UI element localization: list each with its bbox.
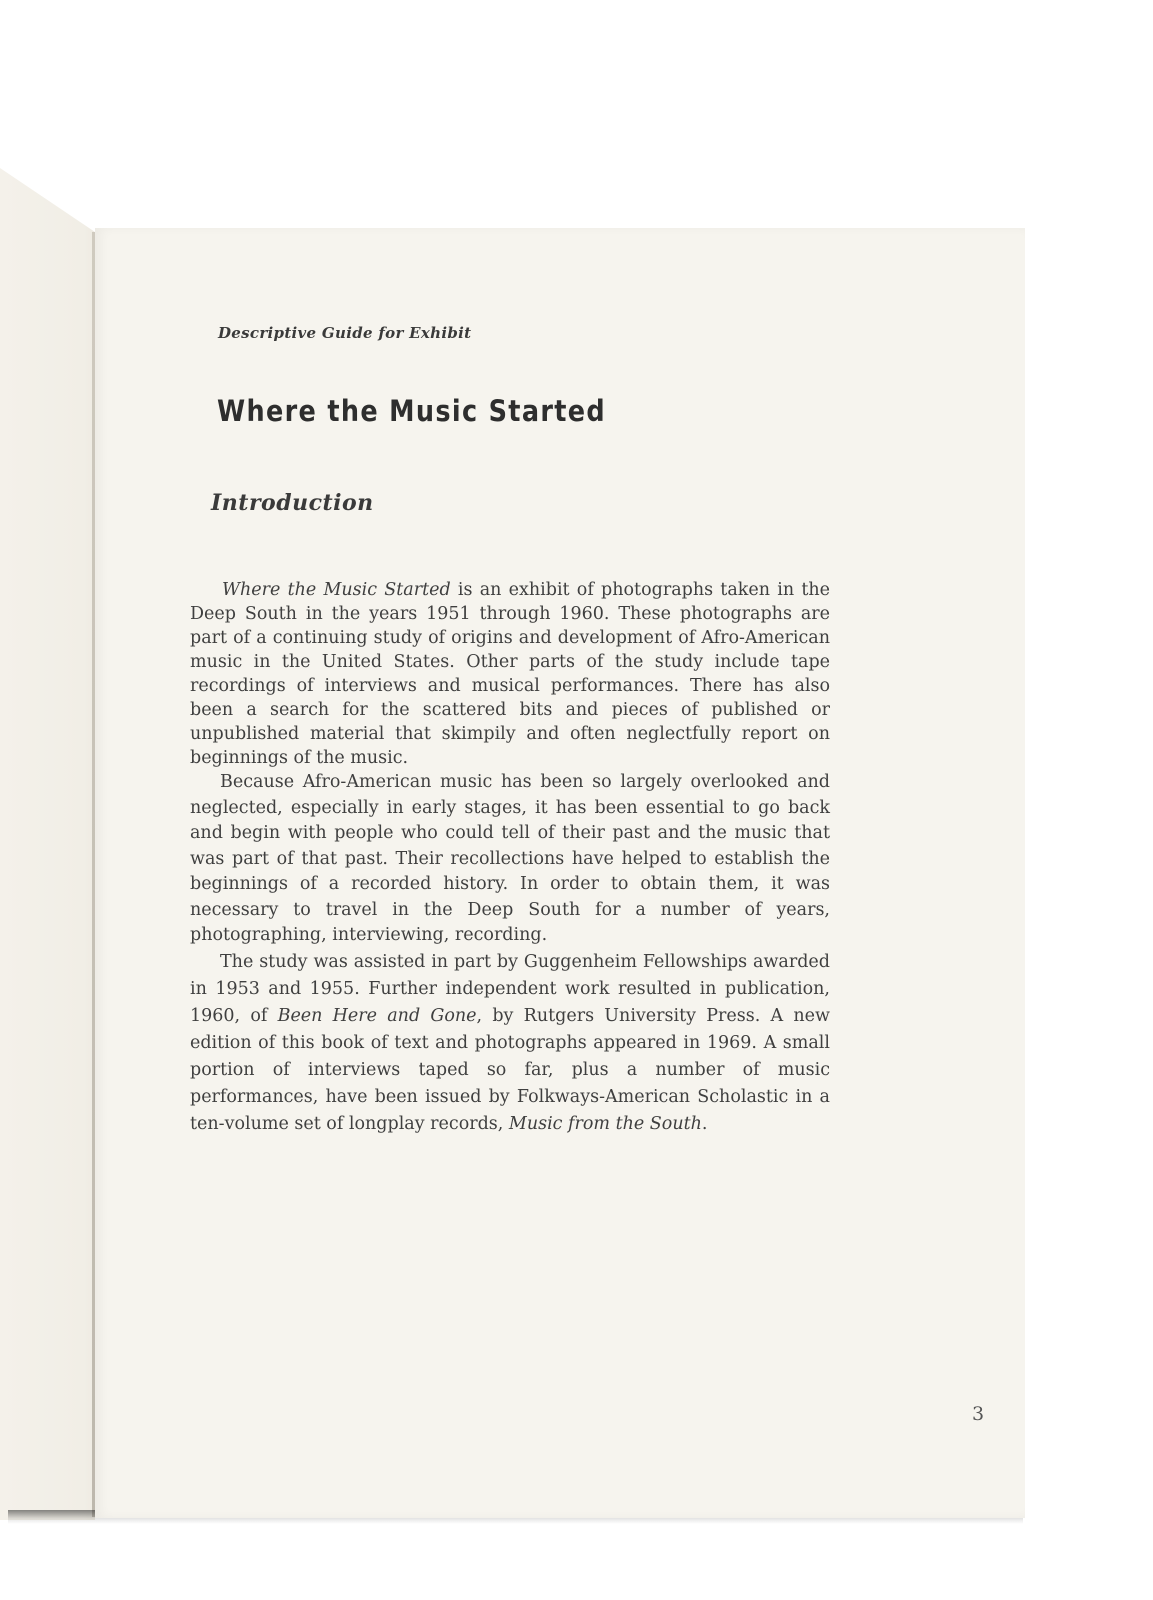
paragraph-3-text-c: . bbox=[701, 1113, 708, 1134]
running-head: Descriptive Guide for Exhibit bbox=[218, 324, 472, 342]
book-title-italic: Been Here and Gone bbox=[277, 1005, 477, 1026]
paragraph-1 bbox=[190, 578, 830, 770]
paragraph-3-text-b: , by Rutgers University Press. A new edition of this book of text and photographs appeared in 1969. A small portion of interviews taped so far, plus a number of music performances, have been issued by Folkways-American Scholastic in a ten-volume set of longplay records, bbox=[190, 1005, 830, 1134]
page-title: Where the Music Started bbox=[217, 394, 607, 428]
records-title-italic: Music from the South bbox=[508, 1113, 702, 1134]
paragraph-3 bbox=[190, 949, 830, 1138]
paragraph-3-text-a: The study was assisted in part by Guggenheim Fellowships awarded in 1953 and 1955. Further independent work resulted in publication, 1960, of bbox=[190, 951, 830, 1026]
exhibit-title-italic: Where the Music Started bbox=[222, 580, 451, 600]
body-text bbox=[190, 578, 830, 1138]
section-heading: Introduction bbox=[211, 490, 374, 516]
page-number: 3 bbox=[972, 1403, 985, 1425]
booklet-page bbox=[95, 228, 1025, 1518]
paragraph-2-text: Because Afro-American music has been so largely overlooked and neglected, especially in early stages, it has been essential to go back and begin with people who could tell of their past and the music that was part of that past. Their recollections have helped to establish the beginnings of a recorded history. In order to obtain them, it was necessary to travel in the Deep South for a number of years, photographing, interviewing, recording. bbox=[190, 772, 830, 945]
paragraph-2 bbox=[190, 770, 830, 949]
paragraph-1-text: is an exhibit of photographs taken in the Deep South in the years 1951 through 1960. These photographs are part of a continuing study of origins and development of Afro-American music in the United States. Other parts of the study include tape recordings of interviews and musical performances. There has also been a search for the scattered bits and pieces of published or unpublished material that skimpily and often neglectfully report on beginnings of the music. bbox=[190, 580, 830, 768]
